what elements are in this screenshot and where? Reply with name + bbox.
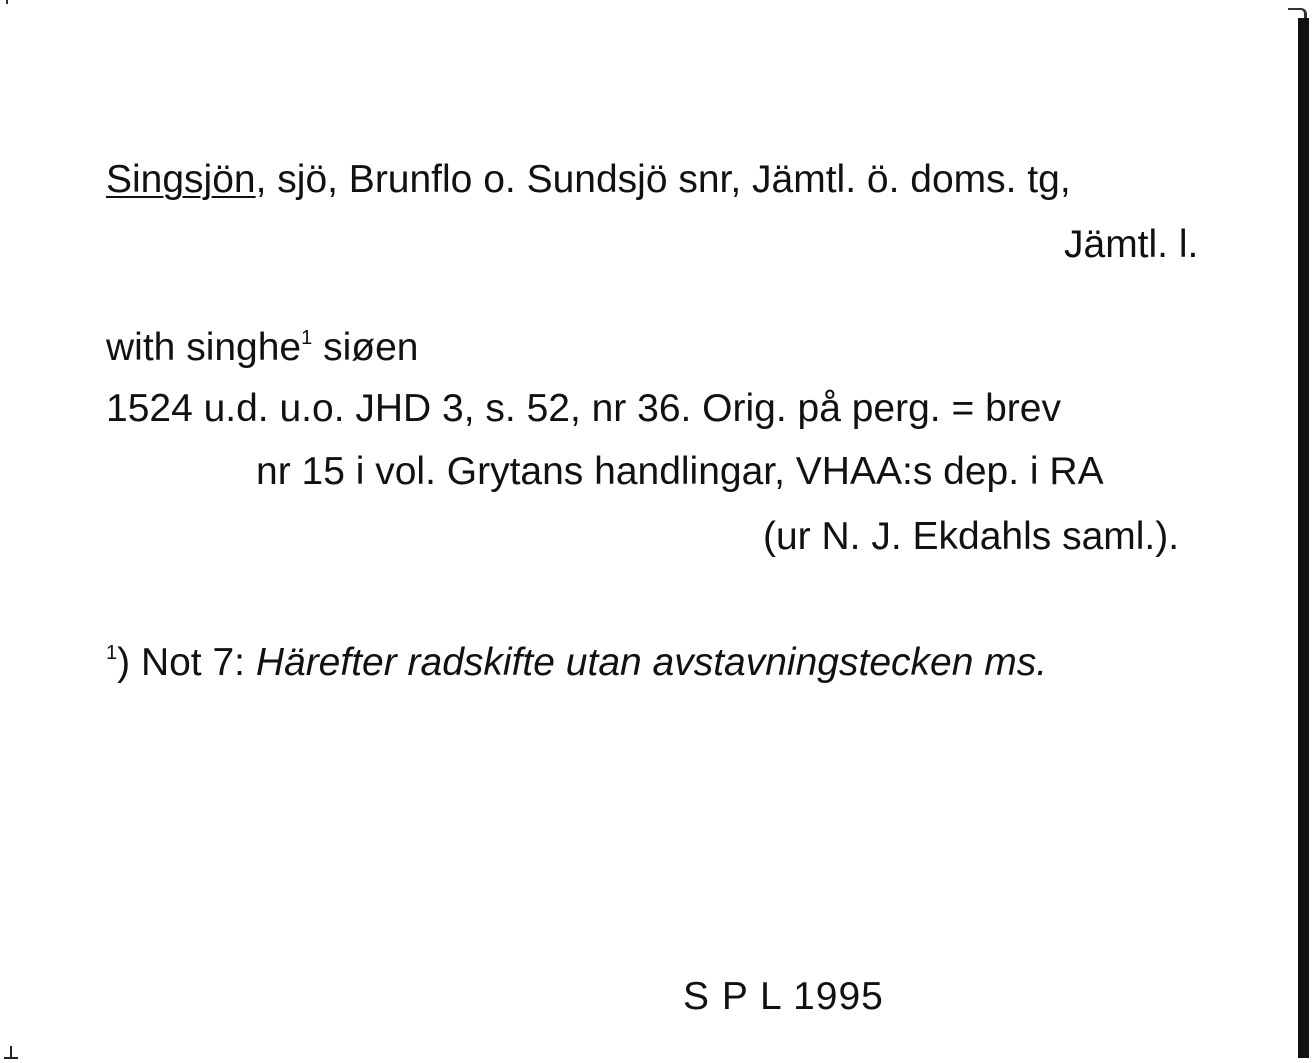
footnote-reference: 1 — [301, 327, 313, 349]
footnote-marker: 1 — [106, 642, 118, 664]
card-right-edge — [1298, 18, 1309, 1058]
entry-line-1 — [106, 157, 1071, 203]
scan-mark-bottom — [4, 1046, 18, 1060]
entry-description: , sjö, Brunflo o. Sundsjö snr, Jämtl. ö. doms. tg, — [255, 158, 1071, 201]
headword: Singsjön — [106, 158, 256, 201]
footnote — [106, 640, 1047, 686]
citation-form — [106, 325, 418, 371]
signature: S P L 1995 — [683, 975, 884, 1018]
citation-form-part2: siøen — [312, 326, 419, 369]
source-line-2: nr 15 i vol. Grytans handlingar, VHAA:s dep. i RA — [256, 450, 1104, 493]
citation-form-part1: with singhe — [106, 326, 302, 369]
entry-line-2: Jämtl. l. — [1064, 223, 1199, 266]
footnote-label: ) Not 7: — [117, 641, 256, 684]
footnote-text: Härefter radskifte utan avstavningstecken ms. — [255, 641, 1048, 684]
scan-mark-top — [6, 0, 8, 4]
source-line-3: (ur N. J. Ekdahls saml.). — [763, 515, 1180, 558]
source-line-1: 1524 u.d. u.o. JHD 3, s. 52, nr 36. Orig. på perg. = brev — [106, 387, 1061, 430]
